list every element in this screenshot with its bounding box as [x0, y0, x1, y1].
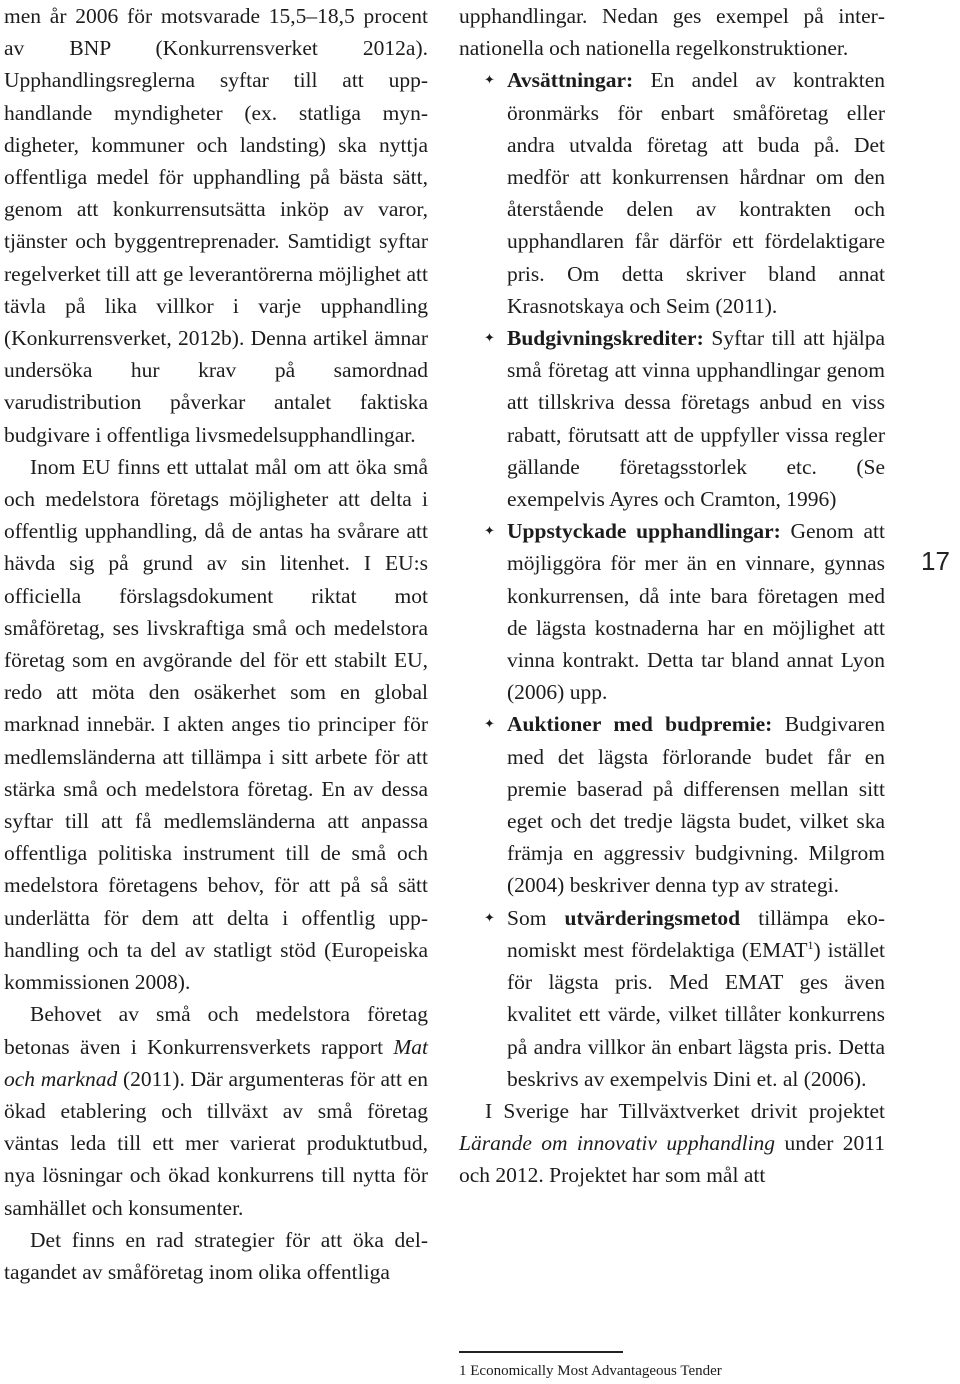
left-column	[4, 0, 428, 1288]
text-run: Behovet av små och medelstora företag betonas även i Konkurrensverkets rapport	[4, 1002, 428, 1059]
footnote-divider	[459, 1351, 623, 1353]
paragraph-intro: men år 2006 för motsvarade 15,5–18,5 procent av BNP (Konkurrensverket 2012a). Upphandlingsreglerna syftar till att upphandlande myndigheter (ex. statliga myndigheter, kommuner och landsting) ska nyttja offentliga medel för upphandling på bästa sätt, genom att konkurrensutsätta inköp av varor, tjänster och byggentreprenader. Samtidigt syftar regelverket till att ge leverantörerna möjlighet att tävla på lika villkor i varje upphandling (Konkurrensverket, 2012b). Denna artikel ämnar undersöka hur krav på samordnad varudistribution påverkar antalet faktiska budgivare i offentliga livsmedelsupphandlingar.	[4, 4, 428, 447]
list-item	[459, 322, 885, 515]
list-item-heading: utvärderingsmetod	[564, 905, 741, 930]
paragraph-eu-goal: Inom EU finns ett uttalat mål om att öka små och medelstora företags möjligheter att delta i offentlig upphandling, då de antas ha svårare att hävda sig på grund av sin litenhet. I EU:s officiella förslagsdokument riktat mot småföretag, ses livskraftiga små och medelstora företag som en avgörande del för ett stabilt EU, redo att möta den osäkerhet som en global marknad innebär. I akten anges tio principer för medlemsländerna att tillämpa i sitt arbete för att stärka små och medelstora företag. En av dessa syftar till att få medlemsländerna att anpassa offentliga politiska instrument till de små och medelstora företagens behov, för att på så sätt underlätta för dem att delta i offentlig upphandling och ta del av statligt stöd (Europeiska kommissionen 2008).	[4, 454, 428, 995]
list-item	[459, 64, 885, 322]
paragraph-strategies: Det finns en rad strategier för att öka deltagandet av småföretag inom olika offentliga	[4, 1227, 428, 1284]
paragraph-competition-report	[4, 998, 428, 1223]
report-title: Mat och marknad	[4, 1034, 428, 1091]
text-run: (2011). Där argumenteras för att en ökad etablering och tillväxt av små företag väntas leda till ett mer varierat produktutbud, nya lösningar och ökad konkurrens till nytta för samhället och konsumenter.	[4, 1066, 428, 1220]
text-run: I Sverige har Tillväxtverket drivit projektet	[485, 1098, 885, 1123]
diamond-star-icon: ✦	[484, 72, 495, 88]
list-item	[459, 515, 885, 708]
list-item	[459, 902, 885, 1095]
footnote-ref: 1	[807, 937, 814, 952]
page-number: 17	[921, 546, 950, 576]
strategy-list	[459, 64, 885, 1095]
text-run: ) istället för lägsta pris. Med EMAT ges även kvalitet ett värde, vilket tillåter konkurrens på andra villkor än enbart lägsta pris. Detta beskrivs av exempelvis Dini et. al (2006).	[507, 937, 885, 1091]
list-item-heading: Uppstyckade upphandlingar:	[507, 519, 781, 544]
list-item-heading: Auktioner med budpremie:	[507, 712, 773, 737]
diamond-star-icon: ✦	[484, 716, 495, 732]
project-title: Lärande om innovativ upphandling	[459, 1131, 776, 1156]
list-item-text: Genom att möjliggöra för mer än en vinnare, gynnas konkurrensen, då inte bara företagen med de lägsta kostnaderna har en möjlighet att vinna kontrakt. Detta tar bland annat Lyon (2006) upp.	[507, 519, 885, 705]
list-item-heading: Avsättningar:	[507, 68, 634, 93]
right-column	[459, 0, 885, 1192]
paragraph-continuation: upphandlingar. Nedan ges exempel på internationella och nationella regelkonstruktioner.	[459, 4, 885, 61]
list-item-text: Syftar till att hjälpa små företag att vinna upphandlingar genom att tillskriva dessa företags anbud en viss rabatt, förutsatt att de uppfyller vissa regler gällande företagsstorlek etc. (Se exempelvis Ayres och Cramton, 1996)	[507, 326, 885, 512]
footnote: 1 Economically Most Advantageous Tender	[459, 1363, 722, 1379]
diamond-star-icon: ✦	[484, 909, 495, 925]
list-item-text: En andel av kontrakten öronmärks för enbart småföretag eller andra utvalda företag att buda på. Det medför att konkurrensen hårdnar om den återstående delen av kontrakten och upphandlaren får därför ett fördelaktigare pris. Om detta skriver bland annat Krasnotskaya och Seim (2011).	[507, 68, 885, 318]
text-run: Som	[507, 905, 565, 930]
text-run: tillämpa ekonomiskt mest fördelaktiga (EMAT	[507, 905, 886, 962]
text-run: under 2011 och 2012. Projektet har som mål att	[459, 1131, 885, 1188]
diamond-star-icon: ✦	[484, 523, 495, 539]
list-item-heading: Budgivningskrediter:	[507, 326, 704, 351]
list-item	[459, 708, 885, 901]
list-item-text: Budgivaren med det lägsta förlorande budet får en premie baserad på differensen mellan sitt eget och det tredje lägsta budet, vilket ska främja en aggressiv budgivning. Milgrom (2004) beskriver denna typ av strategi.	[507, 712, 886, 898]
diamond-star-icon: ✦	[484, 330, 495, 346]
paragraph-sweden	[459, 1095, 885, 1192]
